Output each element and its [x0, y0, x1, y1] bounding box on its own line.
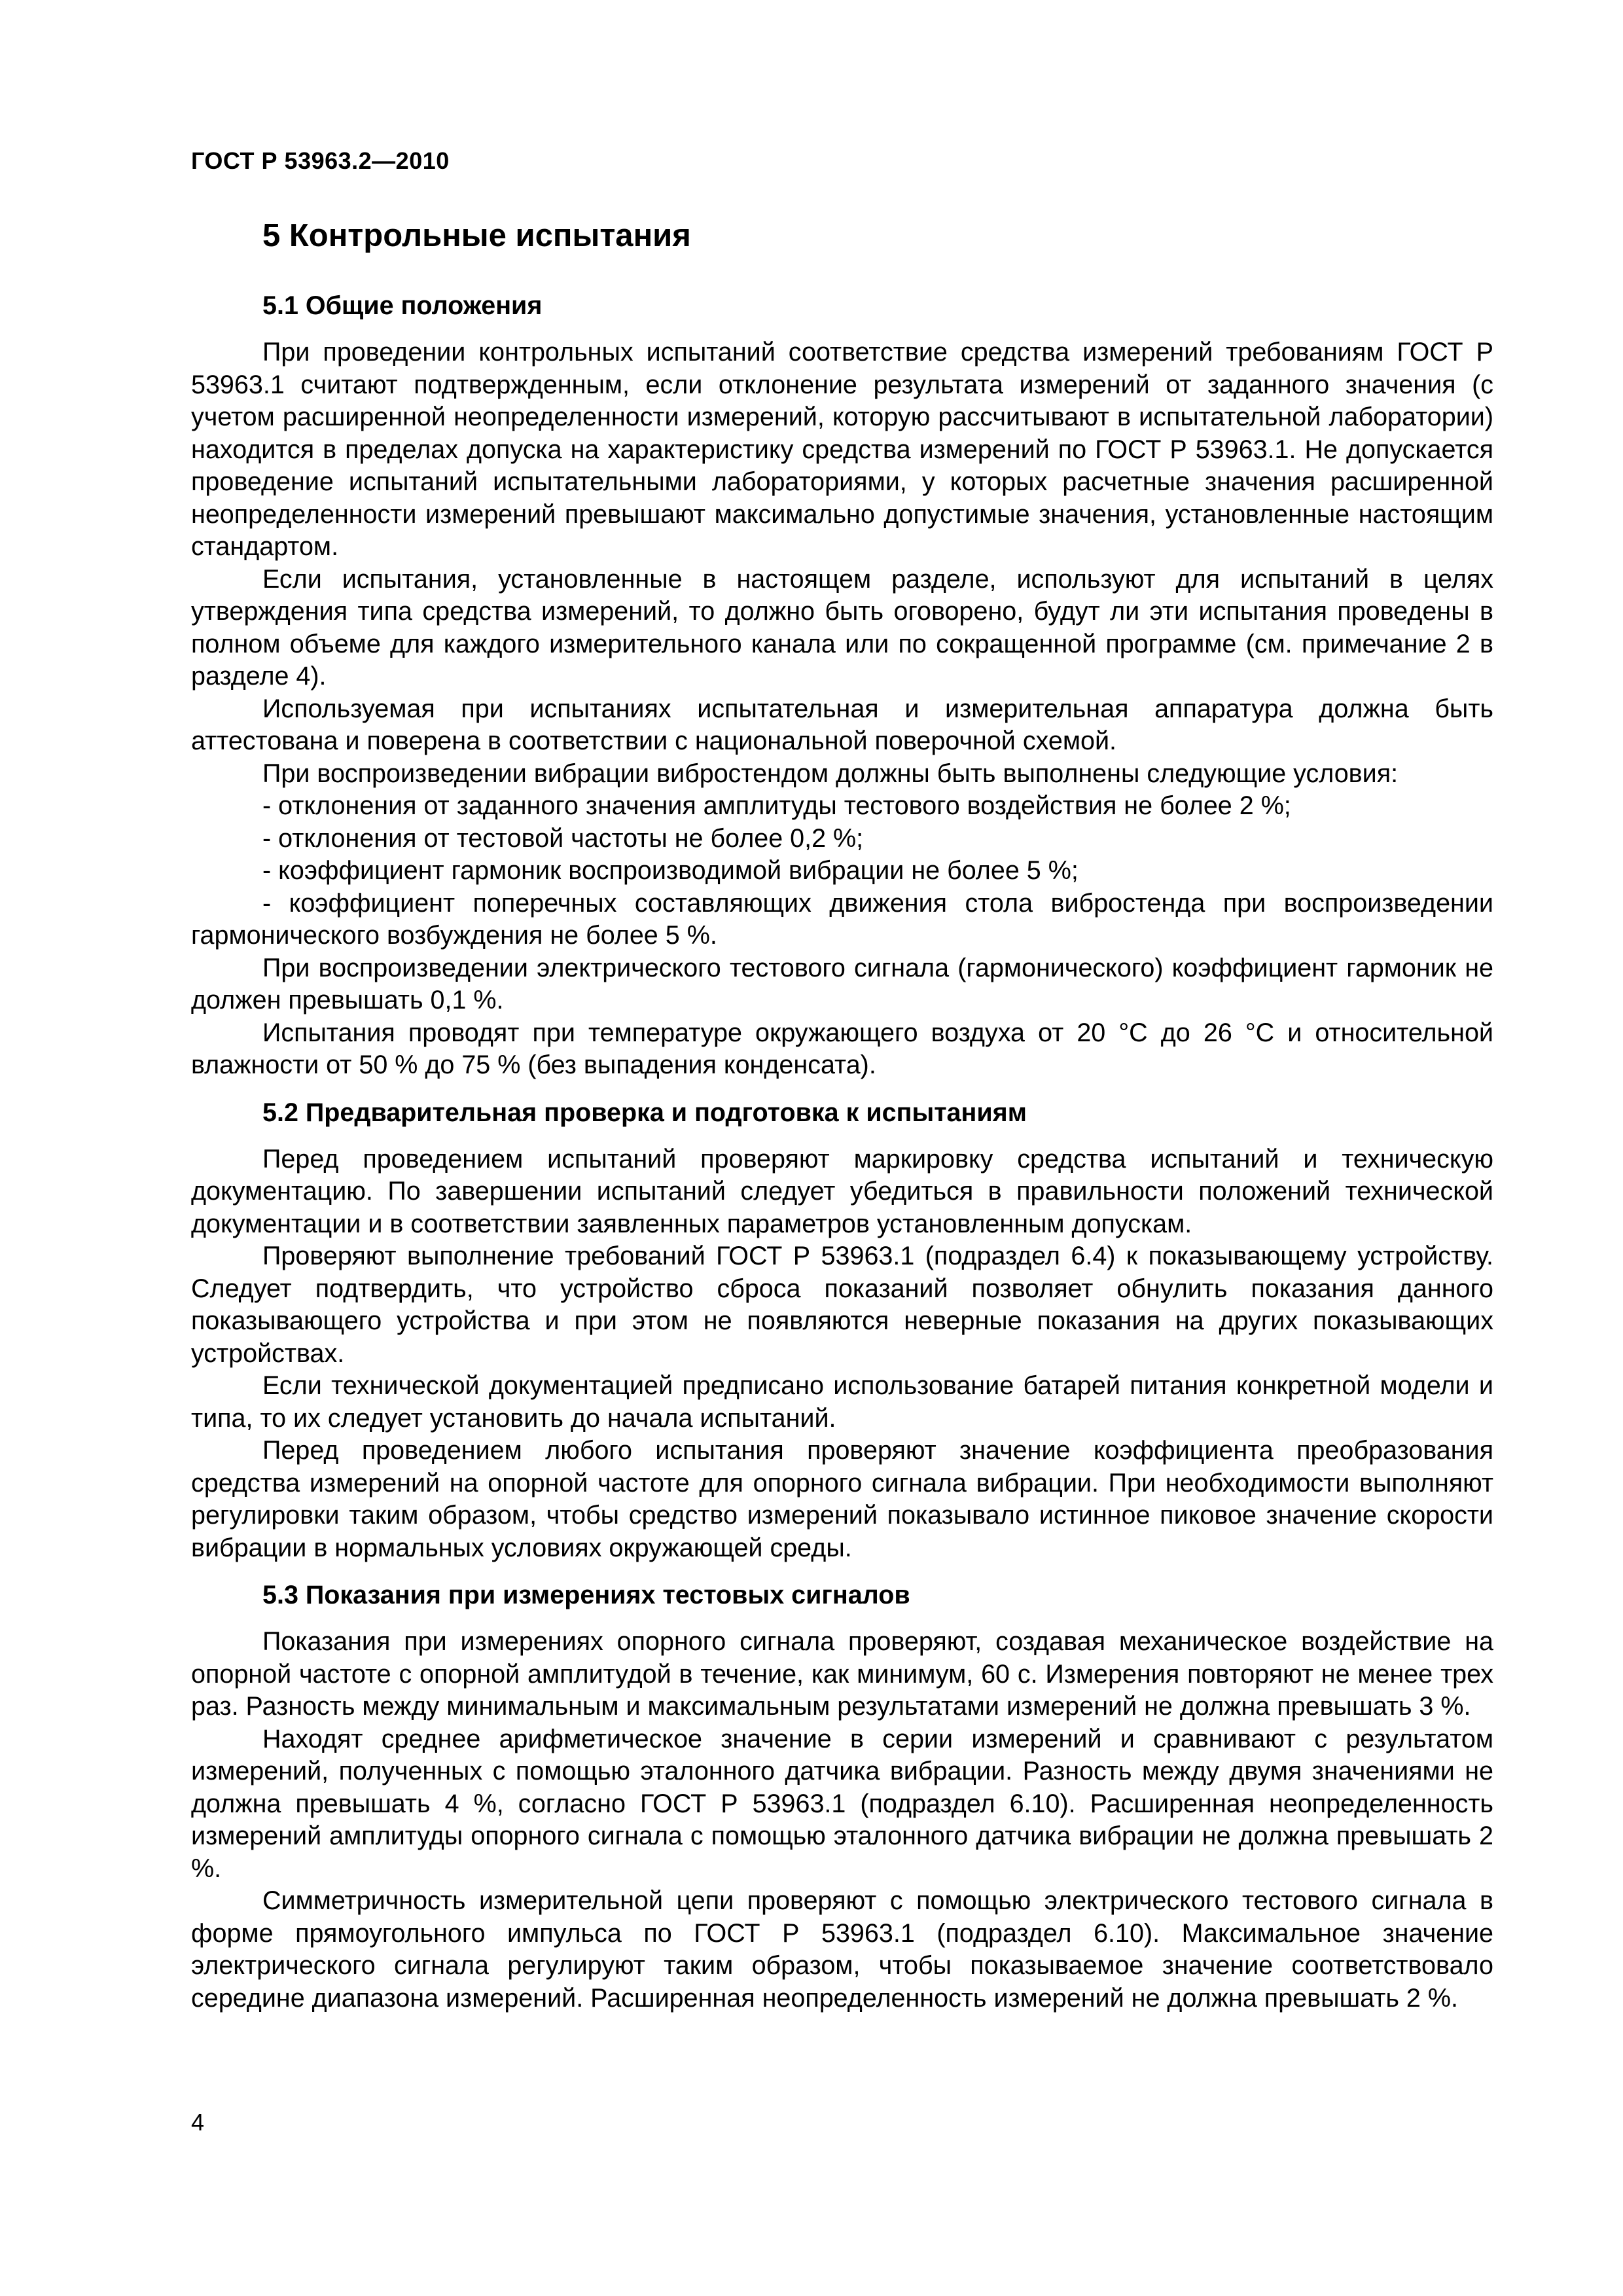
page-number: 4 [191, 2109, 205, 2136]
list-item: - отклонения от тестовой частоты не более 0,2 %; [262, 823, 864, 853]
subsection-5-2 [191, 1143, 1493, 1565]
document-body [191, 216, 1493, 2029]
list-item: - коэффициент поперечных составляющих движения стола вибростенда при воспроизведении гармонического возбуждения не более 5 %. [191, 888, 1493, 950]
subsection-title-5-2: 5.2 Предварительная проверка и подготовка к испытаниям [262, 1098, 1027, 1127]
subsection-5-1 [191, 336, 1493, 1082]
list-item: - отклонения от заданного значения амплитуды тестового воздействия не более 2 %; [262, 791, 1291, 820]
paragraph: Если испытания, установленные в настоящем разделе, используют для испытаний в целях утверждения типа средства измерений, то должно быть оговорено, будут ли эти испытания проведены в полном объеме для каждого измерительного канала или по сокращенной программе (см. примечание 2 в разделе 4). [191, 564, 1493, 691]
paragraph: Показания при измерениях опорного сигнала проверяют, создавая механическое воздействие на опорной частоте с опорной амплитудой в течение, как минимум, 60 с. Измерения повторяют не менее трех раз. Разность между минимальным и максимальным результатами измерений не должна превышать 3 %. [191, 1627, 1493, 1721]
paragraph: При воспроизведении вибрации вибростендом должны быть выполнены следующие условия: [262, 759, 1399, 788]
document-code: ГОСТ Р 53963.2—2010 [191, 147, 450, 174]
paragraph: Перед проведением любого испытания проверяют значение коэффициента преобразования средства измерений на опорной частоте для опорного сигнала вибрации. При необходимости выполняют регулировки таким образом, чтобы средство измерений показывало истинное пиковое значение скорости вибрации в нормальных условиях окружающей среды. [191, 1436, 1493, 1562]
subsection-5-3 [191, 1626, 1493, 2015]
list-item: - коэффициент гармоник воспроизводимой вибрации не более 5 %; [262, 856, 1079, 885]
paragraph: Если технической документацией предписано использование батарей питания конкретной модели и типа, то их следует установить до начала испытаний. [191, 1371, 1493, 1433]
paragraph: Используемая при испытаниях испытательная и измерительная аппаратура должна быть аттестована и поверена в соответствии с национальной поверочной схемой. [191, 694, 1493, 755]
paragraph: При воспроизведении электрического тестового сигнала (гармонического) коэффициент гармоник не должен превышать 0,1 %. [191, 953, 1493, 1014]
subsection-title-5-3: 5.3 Показания при измерениях тестовых сигналов [262, 1581, 910, 1609]
paragraph: При проведении контрольных испытаний соответствие средства измерений требованиям ГОСТ Р 53963.1 считают подтвержденным, если отклонение результата измерений от заданного значения (с учетом расширенной неопределенности измерений, которую рассчитывают в испытательной лаборатории) находится в пределах допуска на характеристику средства измерений по ГОСТ Р 53963.1. Не допускается проведение испытаний испытательными лабораториями, у которых расчетные значения расширенной неопределенности измерений превышают максимально допустимые значения, установленные настоящим стандартом. [191, 338, 1493, 561]
subsection-title-5-1: 5.1 Общие положения [262, 291, 543, 320]
paragraph: Испытания проводят при температуре окружающего воздуха от 20 °C до 26 °C и относительной влажности от 50 % до 75 % (без выпадения конденсата). [191, 1018, 1493, 1079]
section-title: 5 Контрольные испытания [262, 218, 691, 253]
paragraph: Проверяют выполнение требований ГОСТ Р 53963.1 (подраздел 6.4) к показывающему устройству. Следует подтвердить, что устройство сброса показаний позволяет обнулить показания данного показывающего устройства и при этом не появляются неверные показания на других показывающих устройствах. [191, 1242, 1493, 1368]
paragraph: Находят среднее арифметическое значение в серии измерений и сравнивают с результатом измерений, полученных с помощью эталонного датчика вибрации. Разность между двумя значениями не должна превышать 4 %, согласно ГОСТ Р 53963.1 (подраздел 6.10). Расширенная неопределенность измерений амплитуды опорного сигнала с помощью эталонного датчика вибрации не должна превышать 2 %. [191, 1724, 1493, 1883]
paragraph: Перед проведением испытаний проверяют маркировку средства испытаний и техническую документацию. По завершении испытаний следует убедиться в правильности положений технической документации и в соответствии заявленных параметров установленным допускам. [191, 1144, 1493, 1238]
paragraph: Симметричность измерительной цепи проверяют с помощью электрического тестового сигнала в форме прямоугольного импульса по ГОСТ Р 53963.1 (подраздел 6.10). Максимальное значение электрического сигнала регулируют таким образом, чтобы показываемое значение соответствовало середине диапазона измерений. Расширенная неопределенность измерений не должна превышать 2 %. [191, 1886, 1493, 2013]
